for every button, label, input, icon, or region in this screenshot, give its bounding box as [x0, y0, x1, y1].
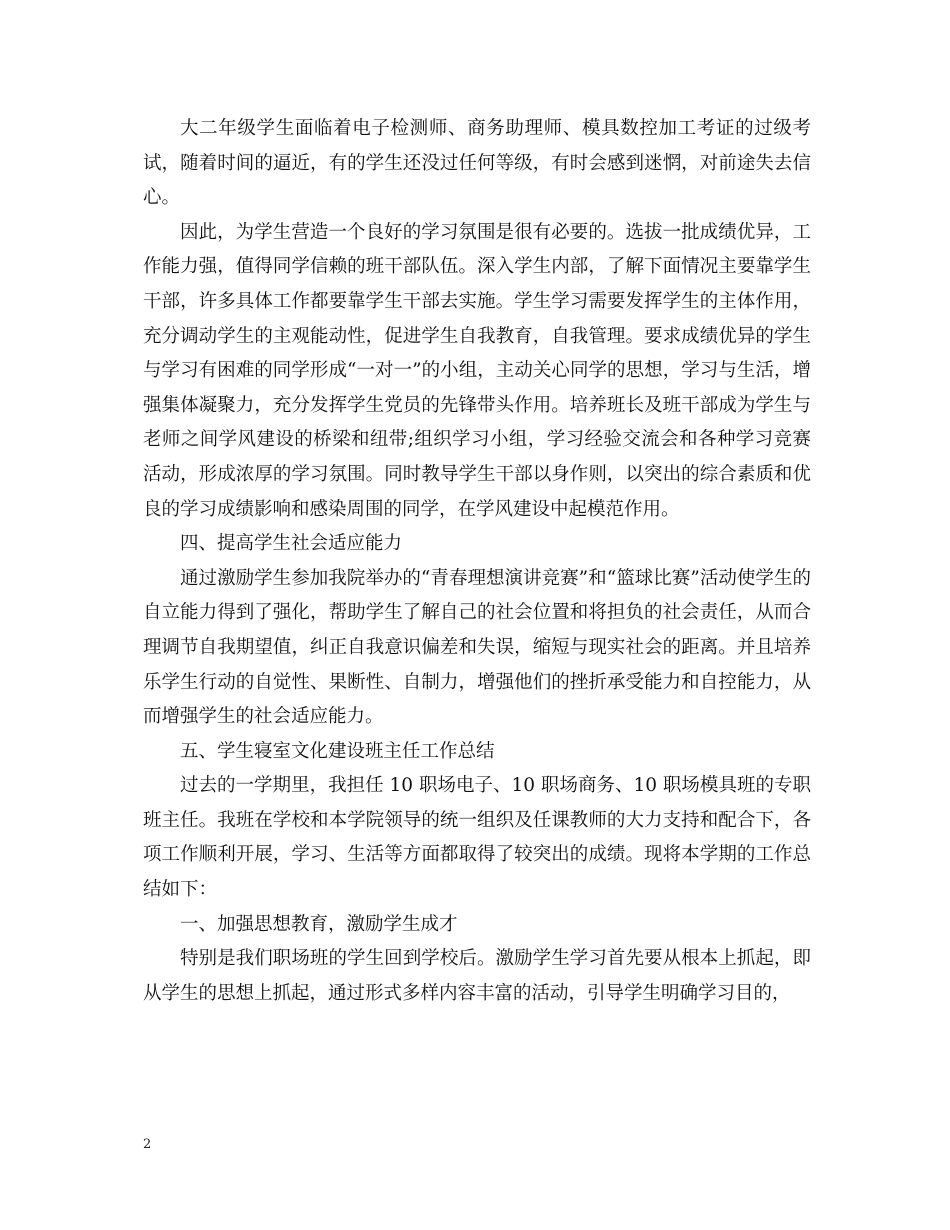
paragraph-ideological-education: 特别是我们职场班的学生回到学校后。激励学生学习首先要从根本上抓起，即从学生的思想上抓起，通过形式多样内容丰富的活动，引导学生明确学习目的， — [143, 948, 811, 1004]
paragraph-study-atmosphere: 因此，为学生营造一个良好的学习氛围是很有必要的。选拔一批成绩优异，工作能力强，值得同学信赖的班干部队伍。深入学生内部，了解下面情况主要靠学生干部，许多具体工作都要靠学生干部去实施。学生学习需要发挥学生的主体作用，充分调动学生的主观能动性，促进学生自我教育，自我管理。要求成绩优异的学生与学习有困难的同学形成“一对一”的小组，主动关心同学的思想，学习与生活，增强集体凝聚力，充分发挥学生党员的先锋带头作用。培养班长及班干部成为学生与老师之间学风建设的桥梁和纽带;组织学习小组，学习经验交流会和各种学习竞赛活动，形成浓厚的学习氛围。同时教导学生干部以身作则，以突出的综合素质和优良的学习成绩影响和感染周围的同学，在学风建设中起模范作用。 — [143, 221, 811, 520]
heading-ideological-education: 一、加强思想教育，激励学生成才 — [180, 913, 458, 935]
heading-dormitory-culture: 五、学生寝室文化建设班主任工作总结 — [180, 740, 495, 762]
paragraph-exam-pressure: 大二年级学生面临着电子检测师、商务助理师、模具数控加工考证的过级考试，随着时间的逼近，有的学生还没过任何等级，有时会感到迷惘，对前途失去信心。 — [143, 118, 811, 209]
paragraph-semester-review: 过去的一学期里，我担任 10 职场电子、10 职场商务、10 职场模具班的专职班主任。我班在学校和本学院领导的统一组织及任课教师的大力支持和配合下，各项工作顺利开展，学习、生活等方面都取得了较突出的成绩。现将本学期的工作总结如下： — [143, 775, 811, 901]
page-number: 2 — [143, 1137, 152, 1152]
paragraph-social-adaptability: 通过激励学生参加我院举办的“青春理想演讲竞赛”和“篮球比赛”活动使学生的自立能力得到了强化，帮助学生了解自己的社会位置和将担负的社会责任，从而合理调节自我期望值，纠正自我意识偏差和失误，缩短与现实社会的距离。并且培养乐学生行动的自觉性、果断性、自制力，增强他们的挫折承受能力和自控能力，从而增强学生的社会适应能力。 — [143, 567, 811, 728]
heading-social-adaptability: 四、提高学生社会适应能力 — [180, 533, 403, 555]
document-body — [143, 112, 811, 1011]
